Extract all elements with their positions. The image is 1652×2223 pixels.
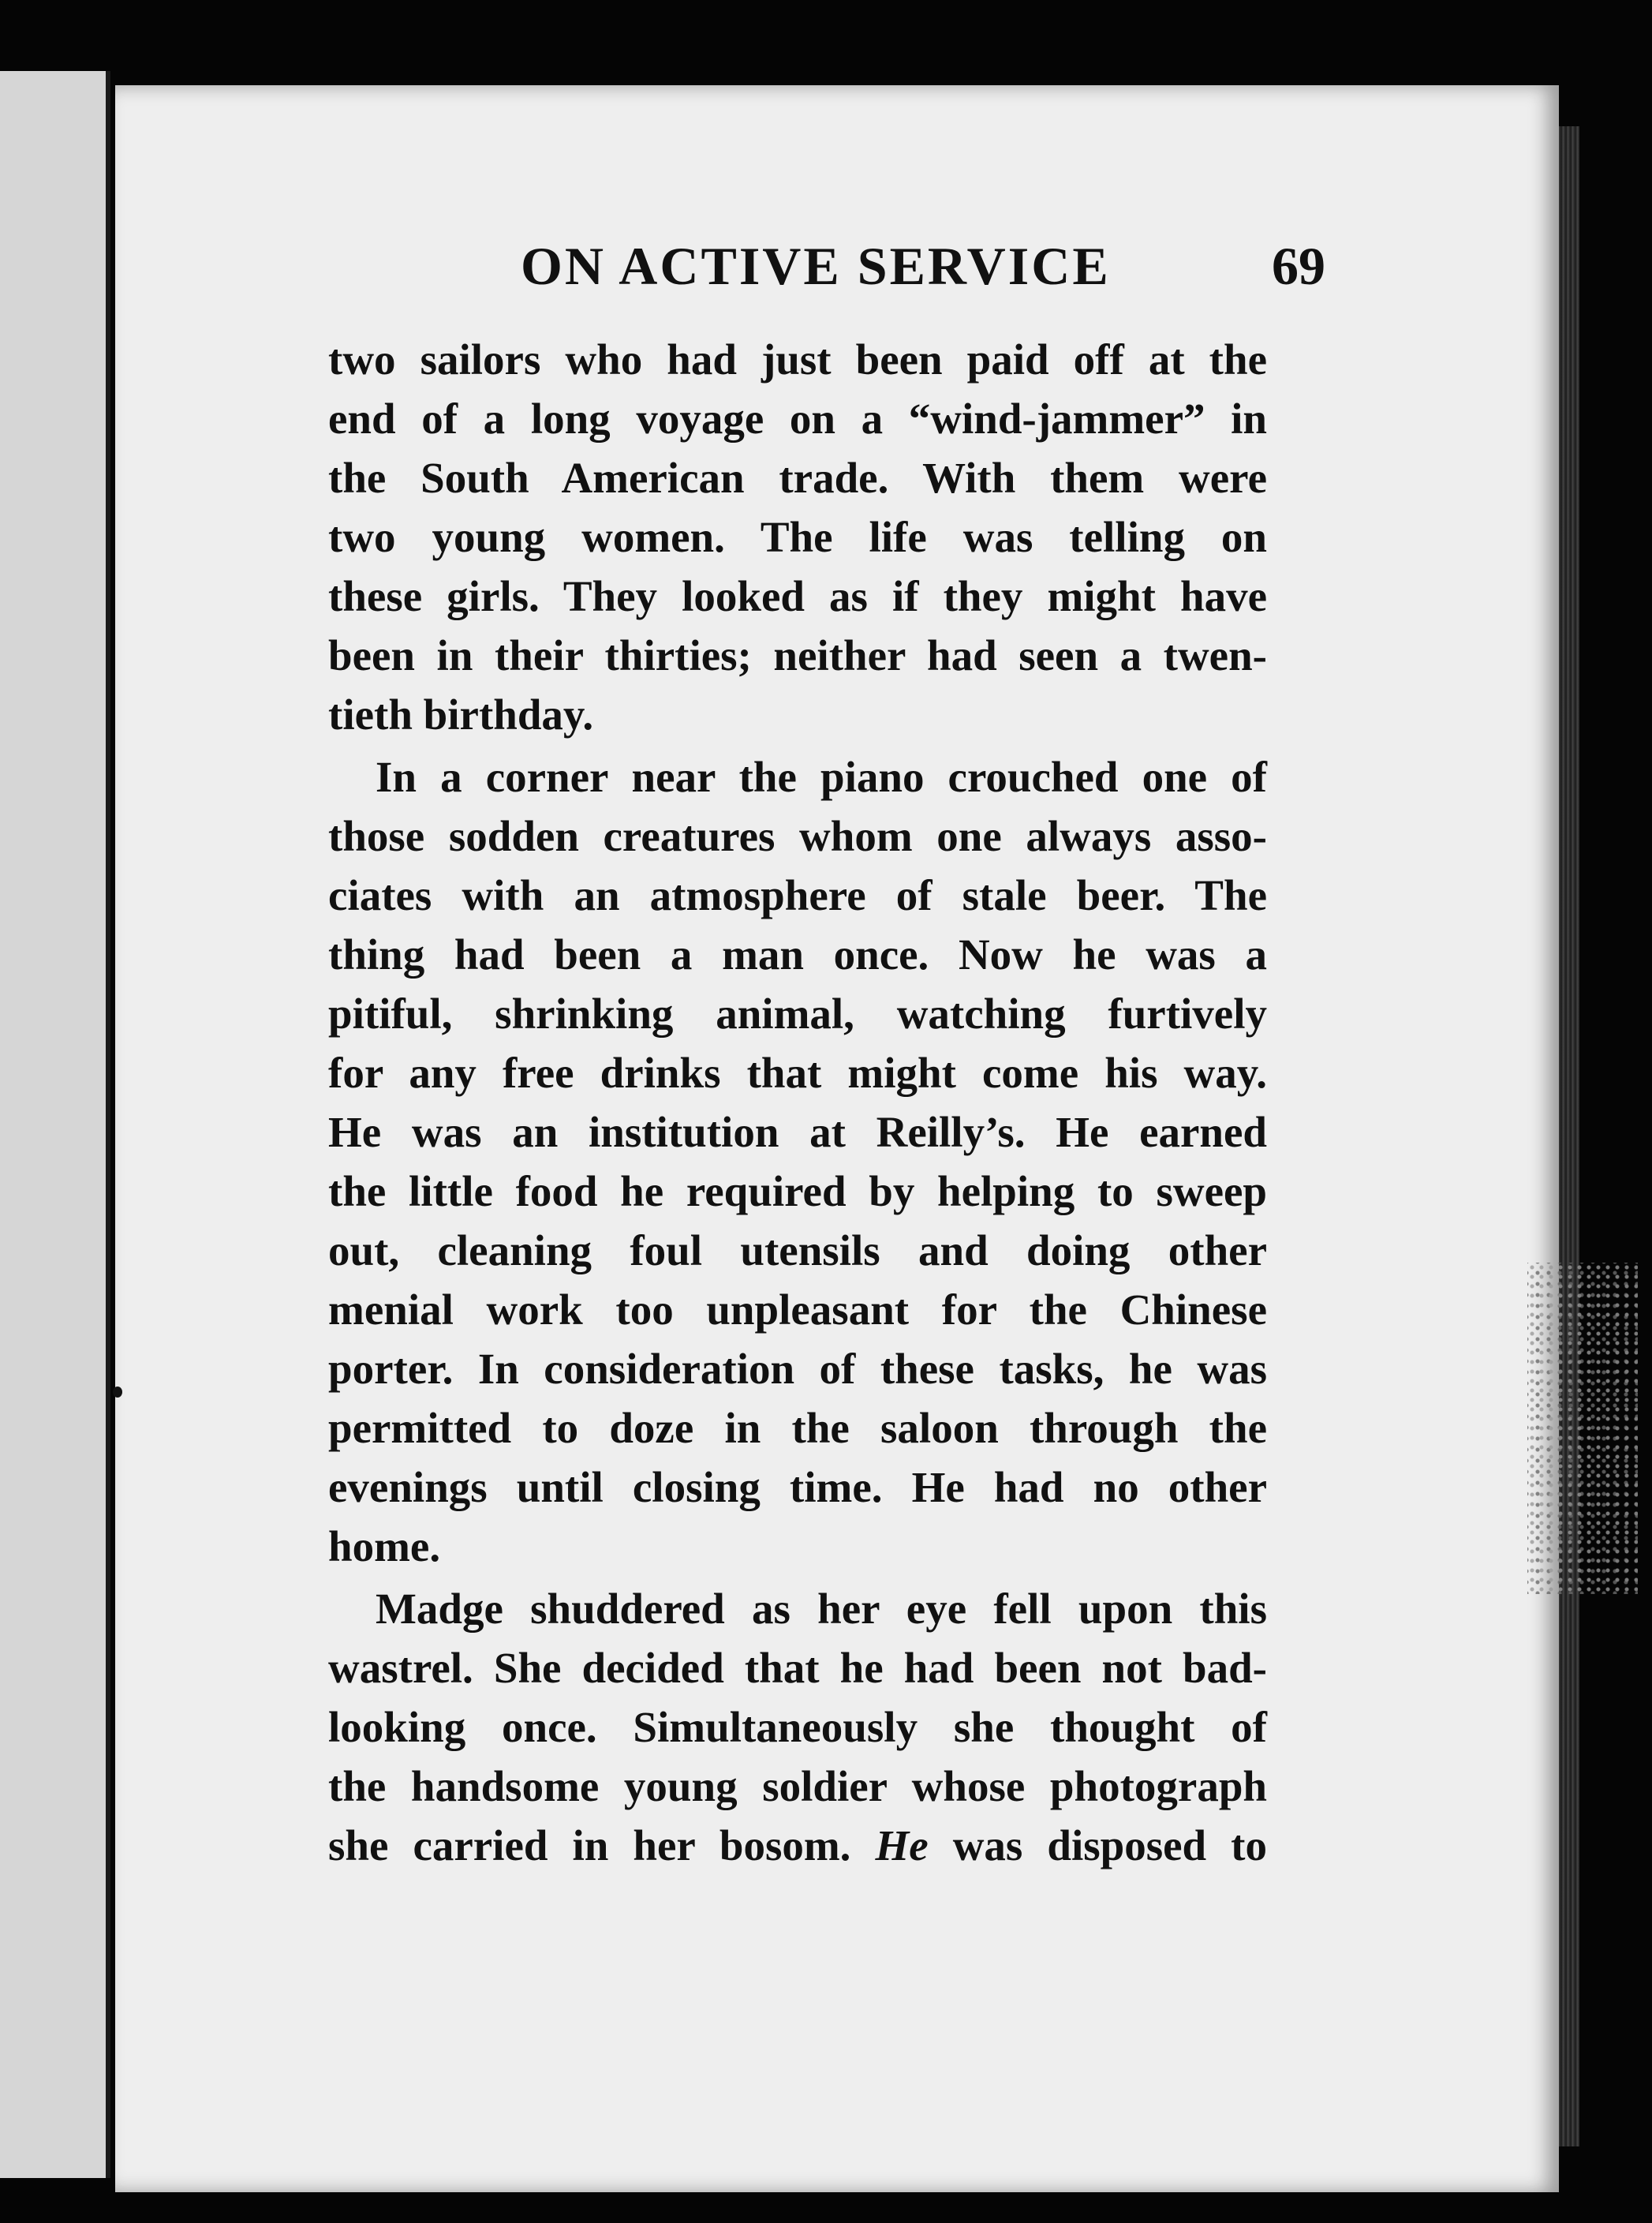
running-head <box>521 235 1325 298</box>
text-line: Madge shuddered as her eye fell upon this <box>376 1585 1267 1633</box>
text-line: pitiful, shrinking animal, watching furtively <box>328 990 1267 1038</box>
page-number: 69 <box>1272 236 1325 296</box>
text-line: for any free drinks that might come his way. <box>328 1049 1267 1097</box>
text-line: end of a long voyage on a “wind-jammer” in <box>328 395 1267 443</box>
text-line: menial work too unpleasant for the Chinese <box>328 1286 1267 1334</box>
text-line <box>328 1816 1267 1875</box>
text-line: permitted to doze in the saloon through the <box>328 1404 1267 1452</box>
text-line: two young women. The life was telling on <box>328 513 1267 561</box>
paragraph-2 <box>328 747 1267 1576</box>
text-line: thing had been a man once. Now he was a <box>328 930 1267 979</box>
text-line: the South American trade. With them were <box>328 454 1267 502</box>
text-line: ciates with an atmosphere of stale beer. The <box>328 871 1267 919</box>
text-line: tieth birthday. <box>328 690 594 739</box>
scan-noise <box>1527 1263 1638 1594</box>
text-line: looking once. Simultaneously she thought of <box>328 1703 1267 1751</box>
text-line: the little food he required by helping to sweep <box>328 1167 1267 1215</box>
text-line: the handsome young soldier whose photograph <box>328 1762 1267 1810</box>
text-line: been in their thirties; neither had seen a twen- <box>328 631 1267 679</box>
text-line: these girls. They looked as if they might have <box>328 572 1267 620</box>
paragraph-3 <box>328 1579 1267 1875</box>
italic-word: He <box>875 1821 929 1869</box>
running-title: ON ACTIVE SERVICE <box>521 236 1111 296</box>
text-line: In a corner near the piano crouched one of <box>376 753 1267 801</box>
text-line: those sodden creatures whom one always asso- <box>328 812 1267 860</box>
text-segment: was disposed to <box>928 1821 1267 1869</box>
margin-mark <box>113 1387 122 1398</box>
text-line: home. <box>328 1522 441 1570</box>
text-line: wastrel. She decided that he had been not bad- <box>328 1644 1267 1692</box>
text-line: two sailors who had just been paid off at the <box>328 335 1267 384</box>
text-line: evenings until closing time. He had no other <box>328 1463 1267 1511</box>
body-text <box>328 330 1267 1878</box>
text-segment: she carried in her bosom. <box>328 1821 876 1869</box>
paragraph-1 <box>328 330 1267 744</box>
facing-page-edge <box>0 71 110 2178</box>
text-line: out, cleaning foul utensils and doing other <box>328 1226 1267 1274</box>
text-line: porter. In consideration of these tasks, he was <box>328 1345 1267 1393</box>
page-stack-edge <box>1559 126 1579 2146</box>
text-line: He was an institution at Reilly’s. He earned <box>328 1108 1267 1156</box>
